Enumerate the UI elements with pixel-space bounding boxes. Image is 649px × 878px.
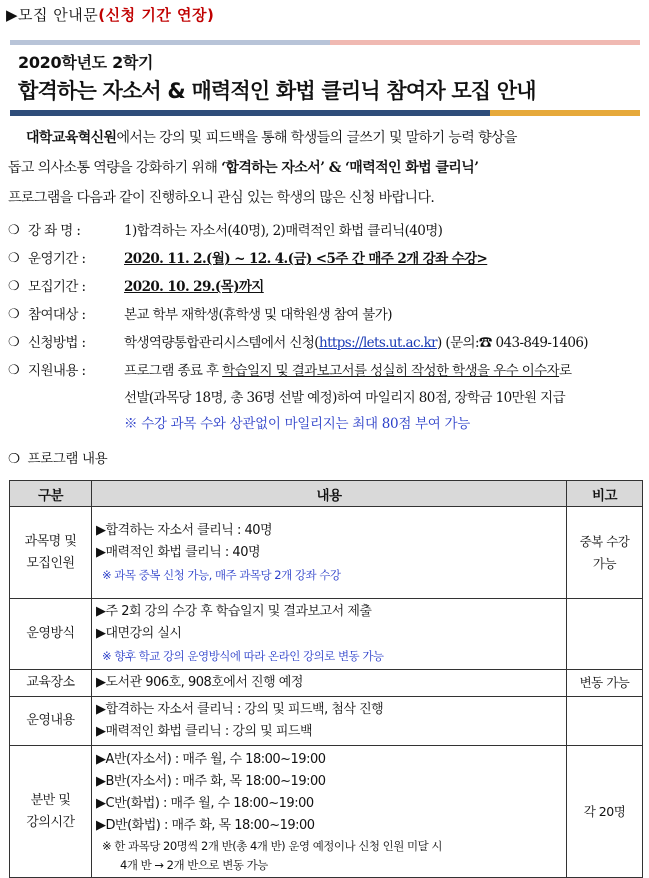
item-target: ❍ 참여대상 : 본교 학부 재학생(휴학생 및 대학원생 참여 불가) [8, 301, 644, 329]
intro-paragraph [8, 123, 644, 213]
col-header-category: 구분 [10, 481, 92, 507]
col-header-content: 내용 [92, 481, 567, 507]
item-course: ❍ 강 좌 명 : 1)합격하는 자소서(40명), 2)매력적인 화법 클리닉(40명) [8, 217, 644, 245]
title-main: 합격하는 자소서 & 매력적인 화법 클리닉 참여자 모집 안내 [18, 79, 536, 103]
bullet-icon: ❍ [8, 335, 20, 350]
top-decor-bar [10, 40, 640, 45]
intro-line1: 에서는 강의 및 피드백을 통해 학생들의 글쓰기 및 말하기 능력 향상을 [116, 130, 517, 146]
bullet-icon: ❍ [8, 307, 20, 322]
apply-link[interactable]: https://lets.ut.ac.kr [318, 335, 438, 351]
item-recruit: ❍ 모집기간 : 2020. 10. 29.(목)까지 [8, 273, 644, 301]
intro-org: 대학교육혁신원 [26, 130, 117, 146]
support-note: ※ 수강 과목 수와 상관없이 마일리지는 최대 80점 부여 가능 [124, 416, 471, 432]
intro-line3: 프로그램을 다음과 같이 진행하오니 관심 있는 학생의 많은 신청 바랍니다. [8, 190, 435, 206]
table-row: 과목명 및 모집인원 ▶합격하는 자소서 클리닉 : 40명 ▶매력적인 화법 클리닉 : 40명 ※ 과목 중복 신청 가능, 매주 과목당 2개 강좌 수강 중복 수강 가능 [10, 507, 643, 599]
item-period: ❍ 운영기간 : 2020. 11. 2.(월) ~ 12. 4.(금) <5주 간 매주 2개 강좌 수강> [8, 245, 644, 273]
table-row: 분반 및 강의시간 ▶A반(자소서) : 매주 월, 수 18:00~19:00 ▶B반(자소서) : 매주 화, 목 18:00~19:00 ▶C반(화법) : 매주 월, 수 18:00~19:00 ▶D반(화법) : 매주 화, 목 18:00~19:00 ※ 한 과목당 20명씩 2개 반(총 4개 반) 운영 예정이나 신청 인원 미달 시 4개 반 → 2개 반으로 변동 가능 각 20명 [10, 746, 643, 878]
title-block [18, 50, 638, 105]
program-table [9, 480, 643, 878]
table-row: 운영내용 ▶합격하는 자소서 클리닉 : 강의 및 피드백, 첨삭 진행 ▶매력적인 화법 클리닉 : 강의 및 피드백 [10, 697, 643, 746]
title-year: 2020학년도 2학기 [18, 53, 154, 72]
bullet-icon: ❍ [8, 279, 20, 294]
table-row: 교육장소 ▶도서관 906호, 908호에서 진행 예정 변동 가능 [10, 670, 643, 697]
item-apply: ❍ 신청방법 : 학생역량통합관리시스템에서 신청(https://lets.ut.ac.kr) (문의:☎ 043-849-1406) [8, 329, 644, 357]
bullet-icon: ❍ [8, 451, 20, 467]
bullet-icon: ❍ [8, 251, 20, 266]
bottom-decor-bar [10, 110, 640, 116]
bullet-icon: ❍ [8, 363, 20, 378]
header-prefix: ▶모집 안내문 [6, 6, 99, 24]
item-support: ❍ 지원내용 : 프로그램 종료 후 학습일지 및 결과보고서를 성실히 작성한 학생을 우수 이수자로 [8, 357, 644, 385]
info-list [8, 217, 644, 437]
col-header-remark: 비고 [567, 481, 643, 507]
header-highlight: (신청 기간 연장) [98, 6, 215, 24]
bullet-icon: ❍ [8, 223, 20, 238]
intro-line2a: 돕고 의사소통 역량을 강화하기 위해 [8, 160, 222, 176]
header-line [6, 4, 214, 25]
support-line2: 선발(과목당 18명, 총 36명 선발 예정)하여 마일리지 80점, 장학금 10만원 지급 [124, 390, 566, 406]
program-heading: ❍ 프로그램 내용 [8, 451, 108, 467]
table-row: 운영방식 ▶주 2회 강의 수강 후 학습일지 및 결과보고서 제출 ▶대면강의 실시 ※ 향후 학교 강의 운영방식에 따라 온라인 강의로 변동 가능 [10, 599, 643, 670]
intro-program2: ‘매력적인 화법 클리닉’ [340, 160, 479, 176]
table-header-row [10, 481, 643, 507]
intro-program1: ‘합격하는 자소서’ & [221, 160, 341, 176]
